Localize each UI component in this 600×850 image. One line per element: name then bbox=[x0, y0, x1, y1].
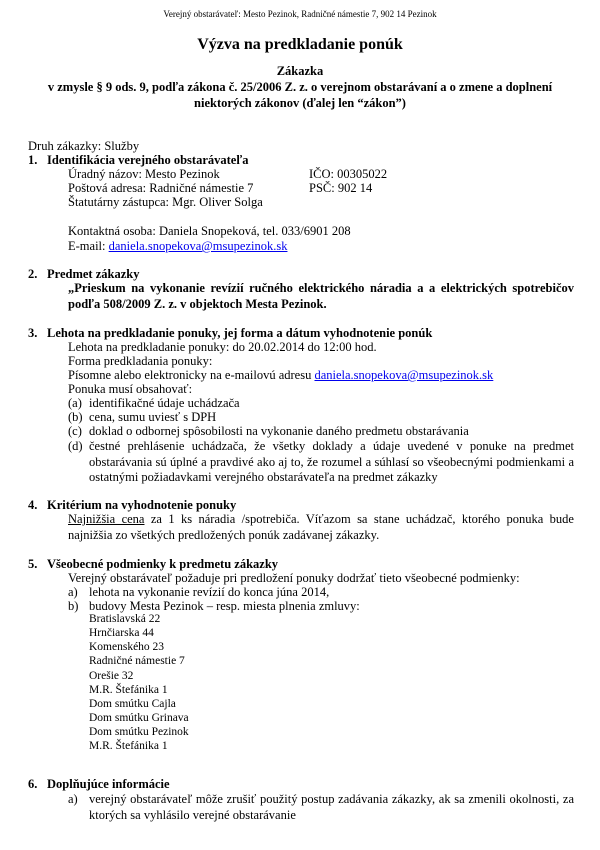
list-marker: a) bbox=[68, 792, 78, 806]
section-2-number: 2. bbox=[28, 267, 38, 281]
list-marker: a) bbox=[68, 585, 78, 599]
email-label: E-mail: bbox=[68, 239, 109, 253]
section-4-number: 4. bbox=[28, 498, 38, 512]
submission-form: Forma predkladania ponuky: bbox=[68, 354, 213, 368]
ico: IČO: 00305022 bbox=[309, 167, 388, 181]
section-5-heading: Všeobecné podmienky k predmetu zákazky bbox=[47, 557, 279, 571]
place-item: M.R. Štefánika 1 bbox=[89, 684, 168, 696]
section-4-heading: Kritérium na vyhodnotenie ponuky bbox=[47, 498, 237, 512]
submission-email-link[interactable]: daniela.snopekova@msupezinok.sk bbox=[314, 368, 494, 382]
place-item: Dom smútku Grinava bbox=[89, 712, 189, 724]
contact-person: Kontaktná osoba: Daniela Snopeková, tel. 033/6901 208 bbox=[68, 224, 351, 238]
section-3-number: 3. bbox=[28, 326, 38, 340]
list-item: identifikačné údaje uchádzača bbox=[89, 396, 240, 410]
lowest-price: Najnižšia cena bbox=[68, 512, 145, 526]
place-item: M.R. Štefánika 1 bbox=[89, 740, 168, 752]
section-2-heading: Predmet zákazky bbox=[47, 267, 140, 281]
list-marker: (b) bbox=[68, 410, 83, 424]
place-item: Orešie 32 bbox=[89, 670, 134, 682]
place-item: Komenského 23 bbox=[89, 641, 165, 653]
list-item: doklad o odbornej spôsobilosti na vykonanie daného predmetu obstarávania bbox=[89, 424, 469, 438]
official-name: Úradný názov: Mesto Pezinok bbox=[68, 167, 220, 181]
list-item: lehota na vykonanie revízií do konca júna 2014, bbox=[89, 585, 330, 599]
criterion-detail: za 1 ks náradia /spotrebiča. Víťazom sa stane uchádzač, ktorého ponuka bude najnižšia zo všetkých predložených ponúk zadávanej zákazky. bbox=[68, 512, 574, 542]
list-item: budovy Mesta Pezinok – resp. miesta plnenia zmluvy: bbox=[89, 599, 360, 613]
page-header: Verejný obstarávateľ: Mesto Pezinok, Radničné námestie 7, 902 14 Pezinok bbox=[163, 9, 437, 19]
place-item: Dom smútku Cajla bbox=[89, 698, 176, 710]
postal-code: PSČ: 902 14 bbox=[309, 181, 373, 195]
list-marker: (a) bbox=[68, 396, 82, 410]
section-3-heading: Lehota na predkladanie ponuky, jej forma a dátum vyhodnotenie ponúk bbox=[47, 326, 433, 340]
section-6-heading: Doplňujúce informácie bbox=[47, 777, 170, 791]
postal-address: Poštová adresa: Radničné námestie 7 bbox=[68, 181, 254, 195]
list-item: čestné prehlásenie uchádzača, že všetky doklady a údaje uvedené v ponuke na predmet obstarávania sú úplné a pravdivé ako aj to, že rozumel a súhlasí so všeobecnými podmienkami a ostatnými požiadavkami verejného obstarávateľa na predmet zákazky bbox=[89, 439, 574, 484]
subtitle-line2: v zmysle § 9 ods. 9, podľa zákona č. 25/2006 Z. z. o verejnom obstarávaní a o zmene a doplnení bbox=[47, 80, 553, 94]
section-1-heading: Identifikácia verejného obstarávateľa bbox=[47, 153, 249, 167]
list-marker: (c) bbox=[68, 424, 82, 438]
deadline: Lehota na predkladanie ponuky: do 20.02.2014 do 12:00 hod. bbox=[68, 340, 377, 354]
subject-text: „Prieskum na vykonanie revízií ručného elektrického náradia a a elektrických spotrebičov podľa 508/2009 Z. z. v objektoch Mesta Pezinok. bbox=[68, 281, 574, 311]
conditions-intro: Verejný obstarávateľ požaduje pri predložení ponuky dodržať tieto všeobecné podmienky: bbox=[68, 571, 520, 585]
contract-type: Druh zákazky: Služby bbox=[28, 139, 140, 153]
contact-email-link[interactable]: daniela.snopekova@msupezinok.sk bbox=[108, 239, 288, 253]
list-marker: b) bbox=[68, 599, 79, 613]
place-item: Hrnčiarska 44 bbox=[89, 627, 154, 639]
section-1-number: 1. bbox=[28, 153, 38, 167]
submission-method bbox=[68, 368, 493, 383]
place-item: Bratislavská 22 bbox=[89, 613, 161, 625]
contact-email-line bbox=[68, 239, 287, 254]
submission-method-text: Písomne alebo elektronicky na e-mailovú adresu bbox=[68, 368, 315, 382]
section-5-number: 5. bbox=[28, 557, 38, 571]
list-marker: (d) bbox=[68, 439, 83, 453]
subtitle-line3: niektorých zákonov (ďalej len “zákon”) bbox=[194, 96, 406, 110]
list-item: cena, sumu uviesť s DPH bbox=[89, 410, 217, 424]
criterion-text bbox=[68, 512, 574, 543]
section-6-number: 6. bbox=[28, 777, 38, 791]
page-title: Výzva na predkladanie ponúk bbox=[197, 36, 403, 53]
statutory-representative: Štatutárny zástupca: Mgr. Oliver Solga bbox=[68, 195, 263, 209]
place-item: Dom smútku Pezinok bbox=[89, 726, 189, 738]
list-item: verejný obstarávateľ môže zrušiť použitý postup zadávania zákazky, ak sa zmenili okolnosti, za ktorých sa vyhlásilo verejné obstarávanie bbox=[89, 792, 574, 822]
offer-must-contain: Ponuka musí obsahovať: bbox=[68, 382, 193, 396]
place-item: Radničné námestie 7 bbox=[89, 655, 185, 667]
subtitle-line1: Zákazka bbox=[276, 64, 324, 78]
